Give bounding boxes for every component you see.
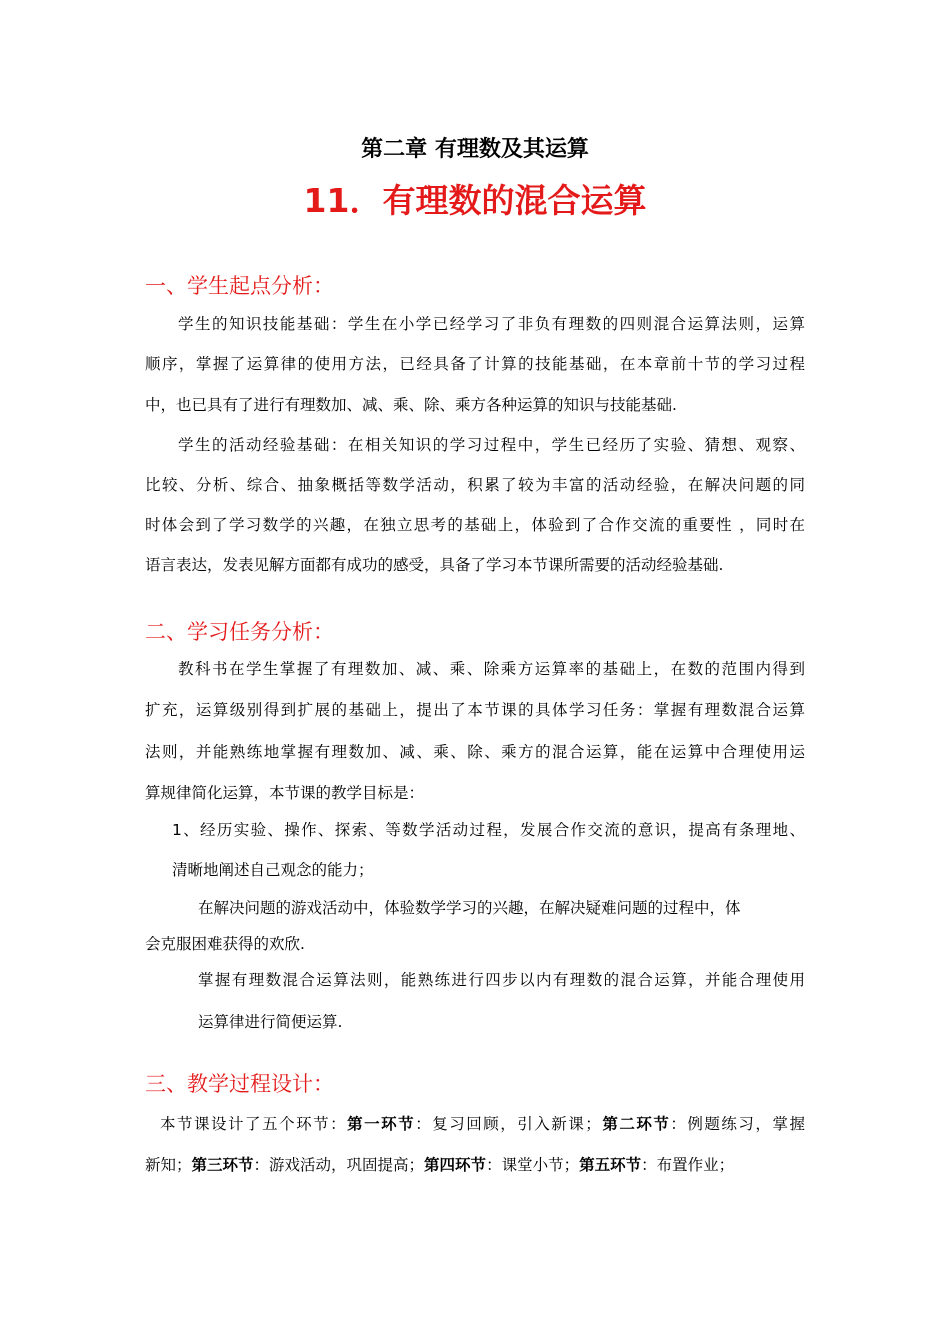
section1-p1-line3: 中，也已具有了进行有理数加、减、乘、除、乘方各种运算的知识与技能基础. (145, 396, 677, 414)
stage1-label: 第一环节 (347, 1115, 416, 1133)
stage1-text: ：复习回顾，引入新课； (415, 1115, 601, 1133)
stage2-text-cont: 新知； (145, 1156, 192, 1174)
stage3-text: ：游戏活动，巩固提高； (253, 1156, 425, 1174)
section1-p1-line2: 顺序，掌握了运算律的使用方法，已经具备了计算的技能基础，在本章前十节的学习过程 (145, 355, 805, 373)
section2-heading: 二、学习任务分析： (145, 620, 334, 644)
section2-p1-line3: 法则，并能熟练地掌握有理数加、减、乘、除、乘方的混合运算，能在运算中合理使用运 (145, 743, 805, 761)
section2-goal1-line2: 清晰地阐述自己观念的能力； (172, 861, 374, 879)
section3-line2 (145, 1153, 734, 1175)
section2-p1-line4: 算规律简化运算，本节课的教学目标是： (145, 784, 425, 802)
section2-p1-line1: 教科书在学生掌握了有理数加、减、乘、除乘方运算率的基础上，在数的范围内得到 (178, 660, 805, 678)
section1-p2-line4: 语言表达，发表见解方面都有成功的感受，具备了学习本节课所需要的活动经验基础. (145, 556, 724, 574)
section1-p1-line1: 学生的知识技能基础：学生在小学已经学习了非负有理数的四则混合运算法则，运算 (178, 315, 805, 333)
stage4-text: ：课堂小节； (486, 1156, 580, 1174)
section2-goal3-line2: 运算律进行简便运算. (198, 1013, 343, 1031)
section2-goal2-line1: 在解决问题的游戏活动中，体验数学学习的兴趣，在解决疑难问题的过程中，体 (198, 899, 741, 917)
section3-heading: 三、教学过程设计： (145, 1072, 334, 1096)
stage2-text: ：例题练习，掌握 (670, 1115, 805, 1133)
section1-p2-line2: 比较、分析、综合、抽象概括等数学活动，积累了较为丰富的活动经验，在解决问题的同 (145, 476, 805, 494)
chapter-title: 第二章 有理数及其运算 (361, 137, 589, 162)
stage5-label: 第五环节 (579, 1156, 642, 1174)
section3-line1 (160, 1112, 805, 1134)
stage4-label: 第四环节 (424, 1156, 487, 1174)
section1-heading: 一、学生起点分析： (145, 274, 334, 298)
section1-p2-line1: 学生的活动经验基础：在相关知识的学习过程中，学生已经历了实验、猜想、观察、 (178, 436, 805, 454)
section2-goal1-line1: 1、经历实验、操作、探索、等数学活动过程，发展合作交流的意识，提高有条理地、 (172, 821, 805, 839)
stage2-label: 第二环节 (600, 1115, 671, 1133)
section3-intro: 本节课设计了五个环节： (160, 1115, 348, 1133)
lesson-title: 11．有理数的混合运算 (303, 181, 647, 220)
stage3-label: 第三环节 (191, 1156, 254, 1174)
section2-goal2-line2: 会克服困难获得的欢欣. (145, 935, 305, 953)
section2-p1-line2: 扩充，运算级别得到扩展的基础上，提出了本节课的具体学习任务：掌握有理数混合运算 (145, 701, 805, 719)
section1-p2-line3: 时体会到了学习数学的兴趣，在独立思考的基础上，体验到了合作交流的重要性 ，同时在 (145, 516, 805, 534)
stage5-text: ：布置作业； (641, 1156, 735, 1174)
section2-goal3-line1: 掌握有理数混合运算法则，能熟练进行四步以内有理数的混合运算，并能合理使用 (198, 971, 805, 989)
